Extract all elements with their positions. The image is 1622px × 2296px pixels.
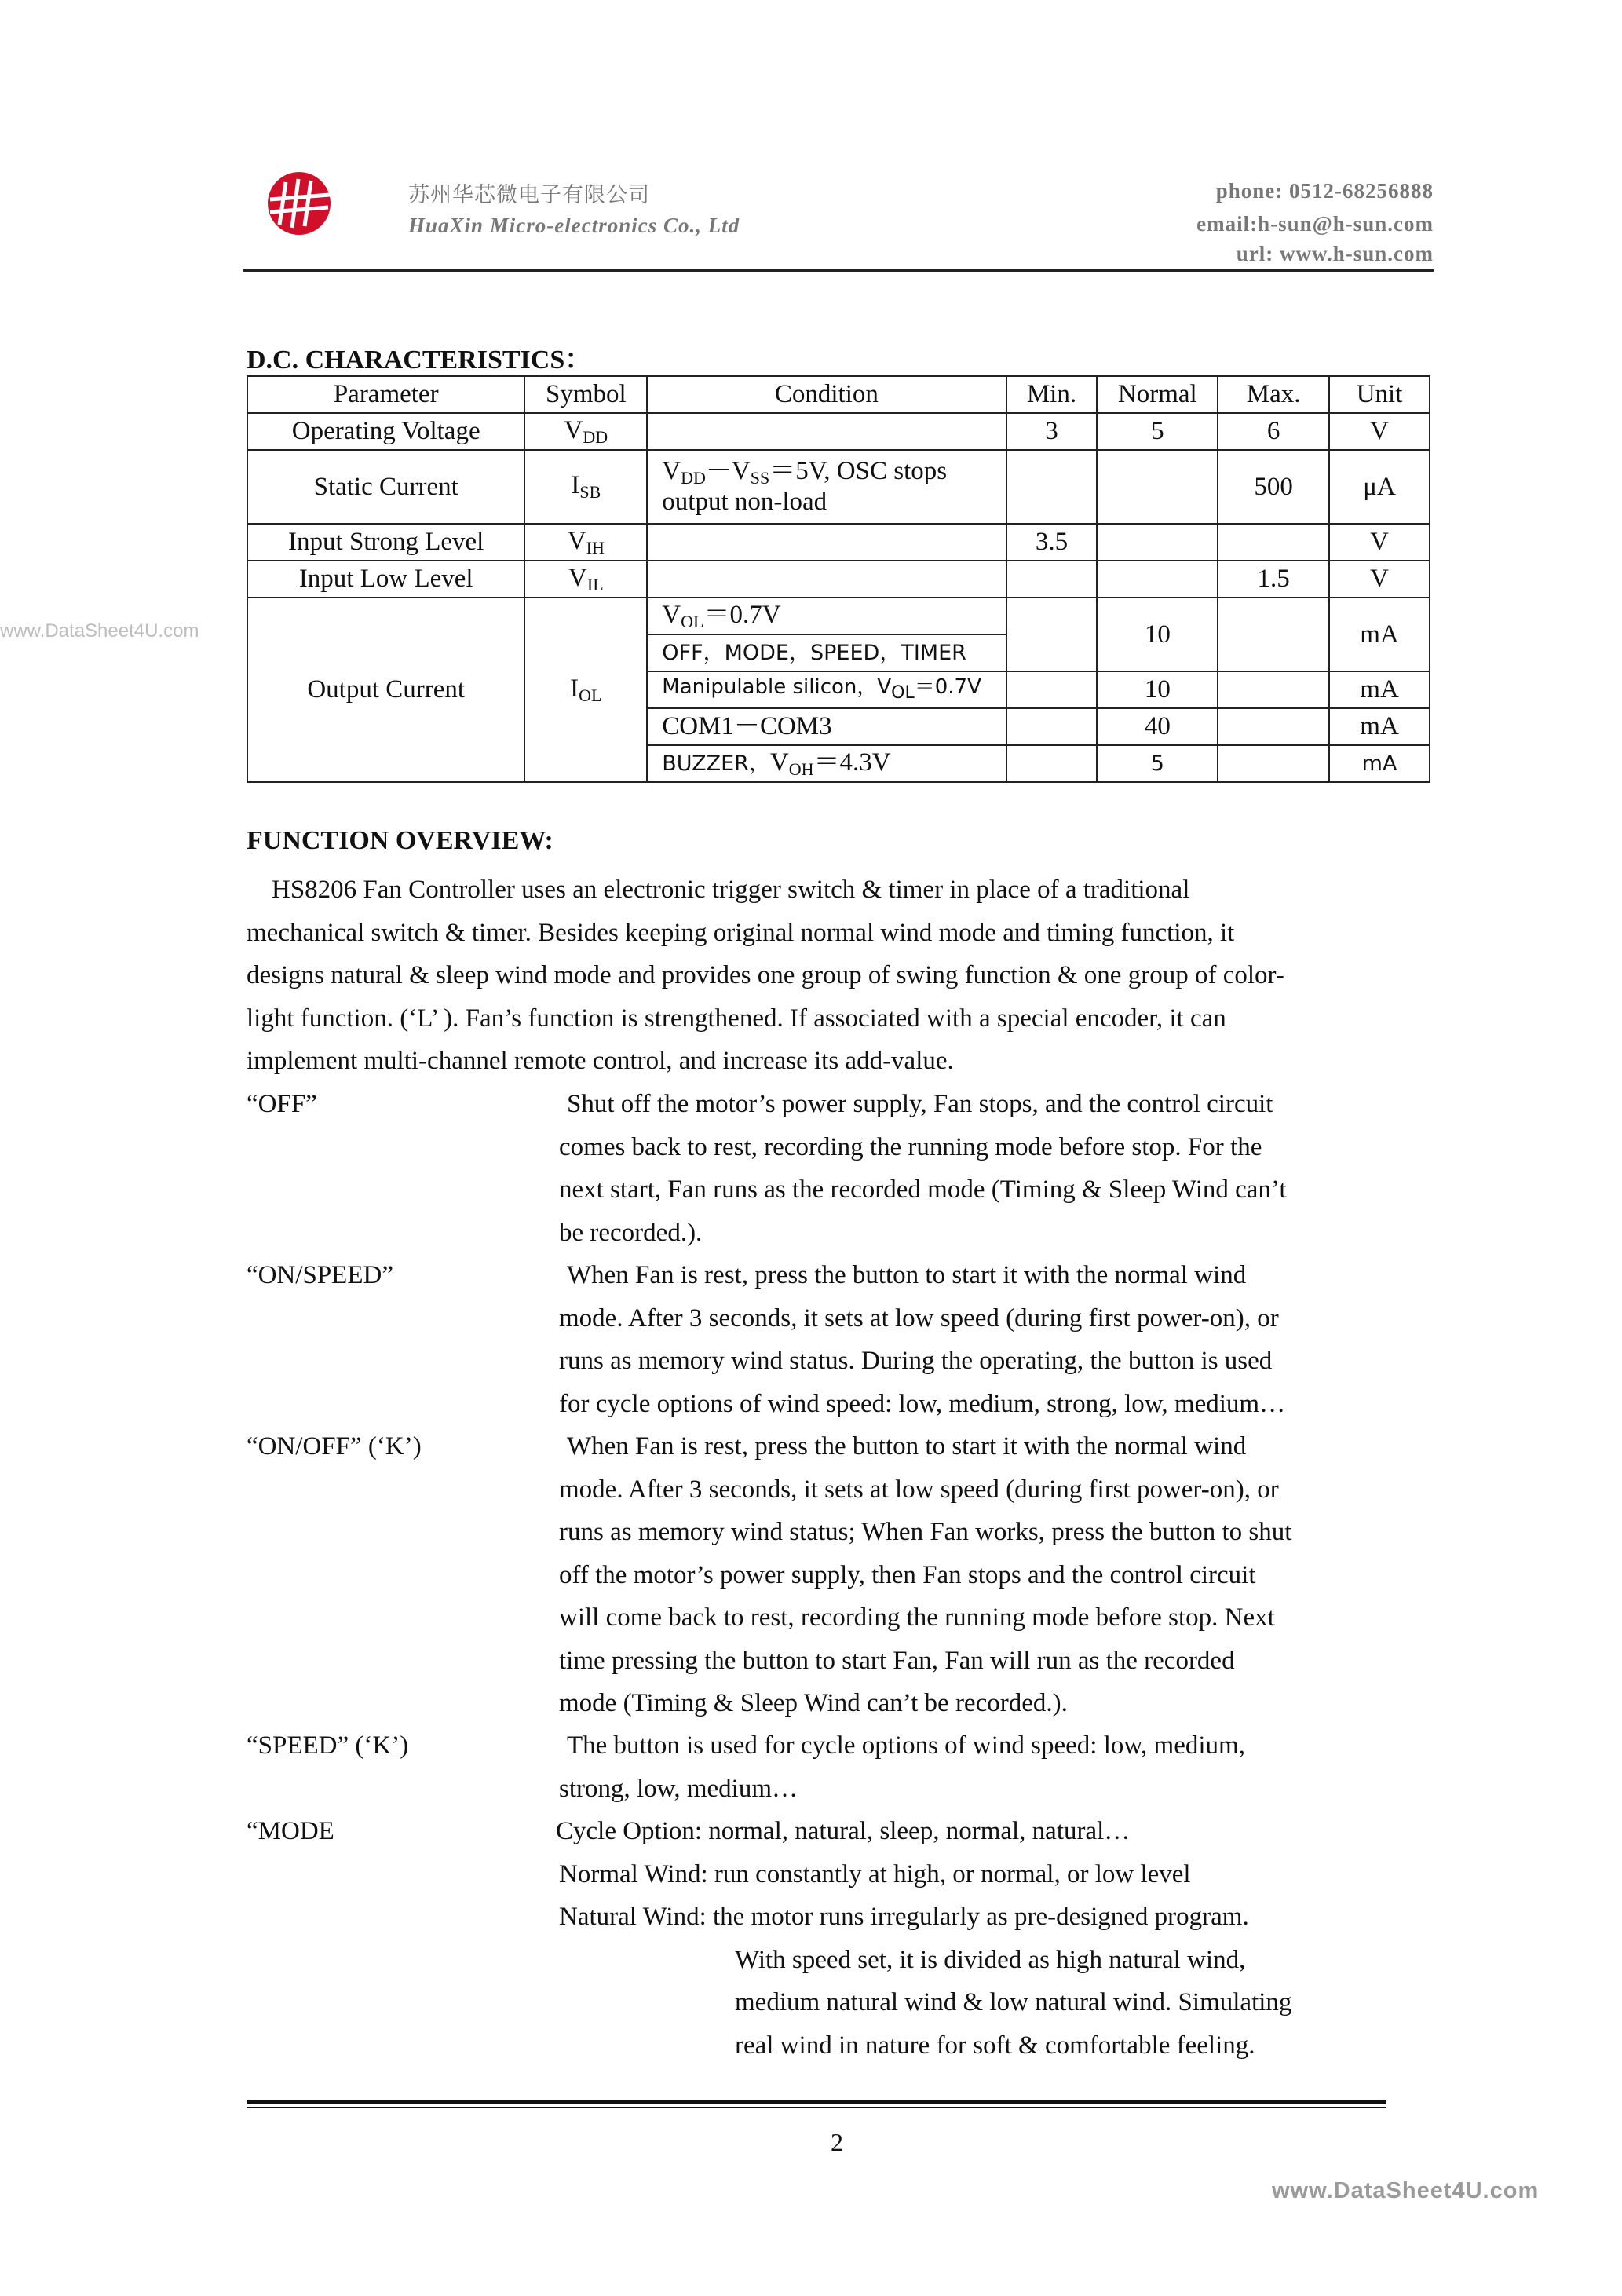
desc-mode [556,1810,1430,2067]
max-cell [1218,671,1329,708]
table-row [247,598,1430,634]
phone: phone: 0512-68256888 [1215,179,1434,203]
desc-line: will come back to rest, recording the running mode before stop. Next [559,1603,1275,1632]
desc-line: mode. After 3 seconds, it sets at low speed (during first power-on), or [559,1475,1279,1504]
max-cell [1218,708,1329,745]
desc-line: With speed set, it is divided as high natural wind, [735,1945,1246,1974]
param-cell: Input Strong Level [247,524,524,561]
min-cell [1006,708,1098,745]
desc-line: Normal Wind: run constantly at high, or normal, or low level [559,1859,1191,1888]
desc-line: runs as memory wind status; When Fan works, press the button to shut [559,1518,1292,1546]
desc-line: The button is used for cycle options of wind speed: low, medium, [567,1731,1245,1760]
intro-line: HS8206 Fan Controller uses an electronic trigger switch & timer in place of a traditional [272,876,1190,904]
condition-cell: BUZZER，$V_{OH}=4.3V$ [647,745,1006,782]
condition-cell: $V_{DD}-V_{SS}=5V$, OSC stops output non-load [647,450,1006,524]
condition-cell: Manipulable silicon，$V_{OL}=0.7V$ [647,671,1006,708]
unit-cell: V [1329,413,1430,450]
min-cell [1006,561,1098,598]
param-cell: Input Low Level [247,561,524,598]
min-cell: 3.5 [1006,524,1098,561]
desc-line: medium natural wind & low natural wind. Simulating [735,1988,1292,2016]
symbol-cell: $V_{DD}$ [524,413,647,450]
intro-line: light function. (‘L’ ). Fan’s function is strengthened. If associated with a special encoder, it can [247,1004,1226,1033]
desc-line: be recorded.). [559,1218,703,1247]
condition-cell: $V_{OL}=0.7V$ [647,598,1006,634]
col-header: Normal [1097,376,1218,413]
desc-line: for cycle options of wind speed: low, medium, strong, low, medium… [559,1389,1286,1418]
symbol-cell: $V_{IH}$ [524,524,647,561]
col-header: Condition [647,376,1006,413]
huaxin-logo-icon [264,168,334,239]
table-row [247,561,1430,598]
unit-cell: V [1329,561,1430,598]
header-rule [243,269,1434,272]
desc-on-off [559,1425,1430,1725]
max-cell [1218,524,1329,561]
min-cell [1006,598,1098,671]
dc-characteristics-table [247,375,1430,783]
max-cell [1218,745,1329,782]
col-header: Min. [1006,376,1098,413]
condition-cell: COM1－COM3 [647,708,1006,745]
term-speed: “SPEED” (‘K’) [247,1731,409,1760]
desc-on-speed [559,1254,1430,1425]
condition-cell [647,413,1006,450]
table-row [247,450,1430,524]
min-cell [1006,450,1098,524]
table-header-row [247,376,1430,413]
url[interactable]: url: www.h-sun.com [1236,242,1434,265]
company-name-cn: 苏州华芯微电子有限公司 [408,183,650,207]
max-cell [1218,598,1329,671]
col-header: Unit [1329,376,1430,413]
max-cell: 500 [1218,450,1329,524]
dc-heading: D.C. CHARACTERISTICS： [247,345,592,375]
desc-line: off the motor’s power supply, then Fan stops and the control circuit [559,1560,1256,1589]
desc-off [559,1083,1430,1254]
desc-line: Shut off the motor’s power supply, Fan stops, and the control circuit [567,1090,1273,1118]
desc-line: When Fan is rest, press the button to start it with the normal wind [567,1261,1247,1289]
desc-line: When Fan is rest, press the button to start it with the normal wind [567,1432,1247,1461]
unit-cell: mA [1329,598,1430,671]
table-row [247,413,1430,450]
normal-cell: 10 [1097,671,1218,708]
normal-cell: 5 [1097,745,1218,782]
desc-line: mode (Timing & Sleep Wind can’t be recorded.). [559,1689,1068,1717]
table-row [247,524,1430,561]
footer-rule [247,2100,1386,2104]
normal-cell [1097,524,1218,561]
normal-cell: 40 [1097,708,1218,745]
term-off: “OFF” [247,1090,317,1118]
term-mode: “MODE [247,1817,334,1845]
desc-line: time pressing the button to start Fan, Fan will run as the recorded [559,1646,1235,1675]
unit-cell: mA [1329,671,1430,708]
unit-cell: V [1329,524,1430,561]
desc-line: runs as memory wind status. During the operating, the button is used [559,1347,1273,1375]
desc-line: Cycle Option: normal, natural, sleep, normal, natural… [556,1817,1131,1845]
desc-line: strong, low, medium… [559,1774,798,1803]
desc-speed [559,1724,1430,1810]
desc-line: next start, Fan runs as the recorded mode (Timing & Sleep Wind can’t [559,1175,1287,1204]
side-watermark: www.DataSheet4U.com [0,620,199,642]
max-cell: 1.5 [1218,561,1329,598]
desc-line: Natural Wind: the motor runs irregularly as pre-designed program. [559,1903,1249,1931]
desc-line: real wind in nature for soft & comfortable feeling. [735,2031,1255,2060]
normal-cell: 5 [1097,413,1218,450]
intro-line: implement multi-channel remote control, and increase its add-value. [247,1047,954,1075]
term-on-speed: “ON/SPEED” [247,1261,393,1289]
intro-line: mechanical switch & timer. Besides keeping original normal wind mode and timing function, it [247,918,1235,947]
bottom-watermark: www.DataSheet4U.com [1272,2178,1540,2203]
unit-cell: mA [1329,745,1430,782]
symbol-cell: $I_{OL}$ [524,598,647,782]
intro-line: designs natural & sleep wind mode and provides one group of swing function & one group of color- [247,961,1284,989]
overview-intro [247,868,1440,1083]
condition-cell [647,561,1006,598]
symbol-cell: $V_{IL}$ [524,561,647,598]
symbol-cell: $I_{SB}$ [524,450,647,524]
min-cell: 3 [1006,413,1098,450]
col-header: Symbol [524,376,647,413]
email[interactable]: email:h-sun@h-sun.com [1196,212,1434,236]
company-name-en: HuaXin Micro-electronics Co., Ltd [408,214,740,237]
condition-cell [647,524,1006,561]
col-header: Parameter [247,376,524,413]
param-cell: Output Current [247,598,524,782]
min-cell [1006,745,1098,782]
col-header: Max. [1218,376,1329,413]
param-cell: Operating Voltage [247,413,524,450]
page-number: 2 [831,2128,843,2156]
unit-cell: μA [1329,450,1430,524]
desc-line: comes back to rest, recording the running mode before stop. For the [559,1132,1262,1161]
desc-line: mode. After 3 seconds, it sets at low speed (during first power-on), or [559,1303,1279,1333]
function-overview-heading: FUNCTION OVERVIEW: [247,826,553,855]
unit-cell: mA [1329,708,1430,745]
param-cell: Static Current [247,450,524,524]
term-on-off: “ON/OFF” (‘K’) [247,1432,422,1461]
normal-cell [1097,450,1218,524]
footer-rule-thin [247,2107,1386,2108]
normal-cell: 10 [1097,598,1218,671]
min-cell [1006,671,1098,708]
condition-cell: OFF，MODE，SPEED，TIMER [647,634,1006,671]
normal-cell [1097,561,1218,598]
max-cell: 6 [1218,413,1329,450]
